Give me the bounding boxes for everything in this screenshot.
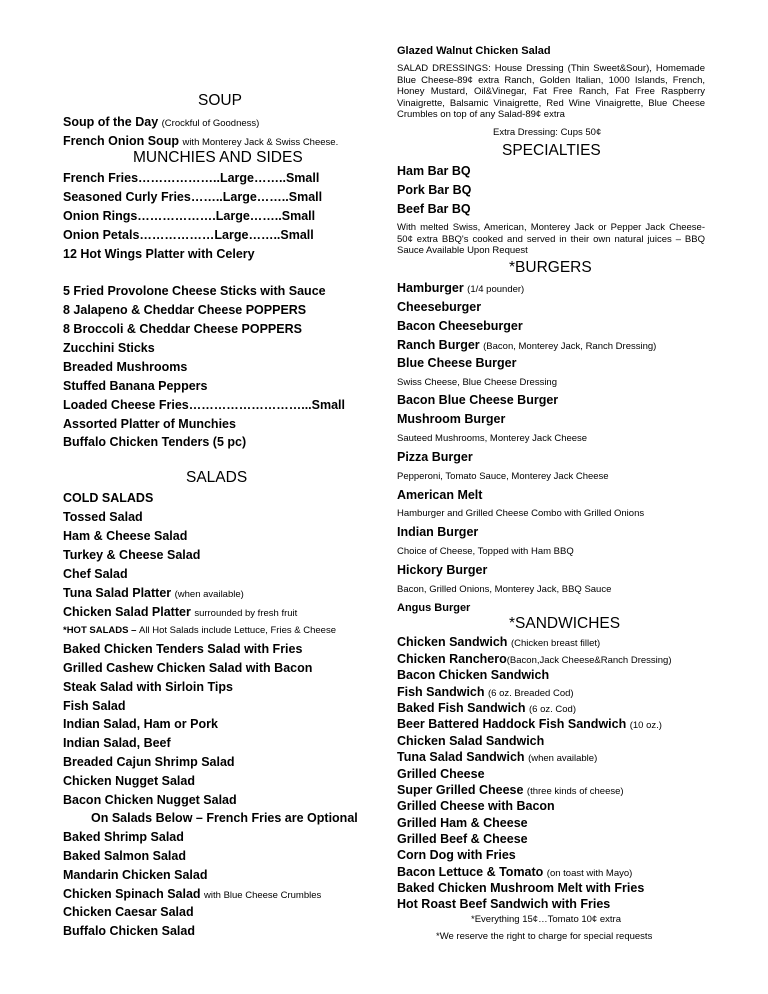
- menu-item: Beef Bar BQ: [397, 202, 471, 216]
- menu-item: French Onion Soup with Monterey Jack & Swiss Cheese.: [63, 134, 339, 148]
- menu-item: Chicken Salad Platter surrounded by fresh fruit: [63, 605, 298, 619]
- menu-item: Chicken Salad Sandwich: [397, 734, 545, 748]
- menu-item: Turkey & Cheese Salad: [63, 548, 201, 562]
- menu-item: Grilled Beef & Cheese: [397, 832, 528, 846]
- menu-item: Bacon Cheeseburger: [397, 319, 523, 333]
- menu-item: 8 Broccoli & Cheddar Cheese POPPERS: [63, 322, 302, 336]
- menu-item: Baked Chicken Mushroom Melt with Fries: [397, 881, 645, 895]
- menu-item: 5 Fried Provolone Cheese Sticks with Sauce: [63, 284, 326, 298]
- menu-item-desc: Swiss Cheese, Blue Cheese Dressing: [397, 377, 557, 388]
- menu-item: Grilled Cheese: [397, 767, 485, 781]
- menu-item: Fish Sandwich (6 oz. Breaded Cod): [397, 685, 574, 699]
- menu-item: Baked Salmon Salad: [63, 849, 186, 863]
- menu-item: 12 Hot Wings Platter with Celery: [63, 247, 255, 261]
- extra-dressing: Extra Dressing: Cups 50¢: [493, 127, 602, 138]
- menu-item: Chicken Caesar Salad: [63, 905, 194, 919]
- menu-item: Beer Battered Haddock Fish Sandwich (10 oz.): [397, 717, 662, 731]
- menu-item: Onion Petals………………Large……..Small: [63, 228, 314, 242]
- menu-item: Bacon Blue Cheese Burger: [397, 393, 559, 407]
- menu-item: *HOT SALADS – All Hot Salads include Lettuce, Fries & Cheese: [63, 625, 336, 636]
- salads-heading: SALADS: [186, 469, 248, 486]
- menu-item-desc: Bacon, Grilled Onions, Monterey Jack, BBQ Sauce: [397, 584, 612, 595]
- menu-item: Grilled Cheese with Bacon: [397, 799, 555, 813]
- menu-item: Hamburger (1/4 pounder): [397, 281, 525, 295]
- menu-item: American Melt: [397, 488, 483, 502]
- menu-item: Indian Salad, Beef: [63, 736, 171, 750]
- menu-item: Bacon Lettuce & Tomato (on toast with Mayo): [397, 865, 633, 879]
- menu-item: Chef Salad: [63, 567, 128, 581]
- menu-item: Chicken Nugget Salad: [63, 774, 195, 788]
- menu-item: Grilled Cashew Chicken Salad with Bacon: [63, 661, 313, 675]
- menu-item: Stuffed Banana Peppers: [63, 379, 208, 393]
- menu-item: Baked Fish Sandwich (6 oz. Cod): [397, 701, 576, 715]
- burgers-heading: *BURGERS: [509, 259, 592, 276]
- menu-item: Buffalo Chicken Salad: [63, 924, 195, 938]
- menu-item: Assorted Platter of Munchies: [63, 417, 236, 431]
- menu-item: Buffalo Chicken Tenders (5 pc): [63, 435, 247, 449]
- menu-item: Chicken Sandwich (Chicken breast fillet): [397, 635, 601, 649]
- menu-item: Tuna Salad Platter (when available): [63, 586, 244, 600]
- menu-item: Soup of the Day (Crockful of Goodness): [63, 115, 260, 129]
- menu-item: Pizza Burger: [397, 450, 473, 464]
- menu-item: Steak Salad with Sirloin Tips: [63, 680, 233, 694]
- menu-item: Tossed Salad: [63, 510, 143, 524]
- specialties-heading: SPECIALTIES: [502, 142, 601, 159]
- menu-item: Mushroom Burger: [397, 412, 506, 426]
- salad-dressings: SALAD DRESSINGS: House Dressing (Thin Sweet&Sour), Homemade Blue Cheese-89¢ extra Ranch, Golden Italian, 1000 Islands, French, Honey Mustard, Oil&Vinegar, Fat Free Ranch, Fat Free Raspberry Vinaigrette, Balsamic Vinaigrette, Red Wine Vinaigrette, Blue Cheese Crumbles on top of any Salad-89¢ extra: [397, 63, 705, 120]
- menu-item: Breaded Mushrooms: [63, 360, 188, 374]
- menu-item: French Fries………………..Large……..Small: [63, 171, 320, 185]
- menu-item: Hot Roast Beef Sandwich with Fries: [397, 897, 611, 911]
- menu-item: Onion Rings……………….Large……..Small: [63, 209, 316, 223]
- menu-item: Hickory Burger: [397, 563, 488, 577]
- menu-item: Ham Bar BQ: [397, 164, 471, 178]
- munchies-heading: MUNCHIES AND SIDES: [133, 149, 303, 166]
- menu-item: Super Grilled Cheese (three kinds of cheese): [397, 783, 624, 797]
- menu-item: Tuna Salad Sandwich (when available): [397, 750, 598, 764]
- specialties-note: With melted Swiss, American, Monterey Jack or Pepper Jack Cheese-50¢ extra BBQ's cooked and served in their own natural juices – BBQ Sauce Available Upon Request: [397, 222, 705, 256]
- glazed-walnut-salad: Glazed Walnut Chicken Salad: [397, 45, 551, 57]
- menu-item: Baked Chicken Tenders Salad with Fries: [63, 642, 303, 656]
- menu-item: Mandarin Chicken Salad: [63, 868, 208, 882]
- menu-item: Chicken Spinach Salad with Blue Cheese Crumbles: [63, 887, 322, 901]
- menu-item: Indian Burger: [397, 525, 479, 539]
- menu-item: Chicken Ranchero(Bacon,Jack Cheese&Ranch Dressing): [397, 652, 672, 666]
- salad-fries-note: On Salads Below – French Fries are Optional: [91, 811, 358, 825]
- menu-item-desc: Hamburger and Grilled Cheese Combo with Grilled Onions: [397, 508, 645, 519]
- menu-item: Indian Salad, Ham or Pork: [63, 717, 218, 731]
- soup-heading: SOUP: [198, 92, 242, 109]
- menu-item: Ranch Burger (Bacon, Monterey Jack, Ranch Dressing): [397, 338, 657, 352]
- menu-item: Breaded Cajun Shrimp Salad: [63, 755, 235, 769]
- menu-item: Seasoned Curly Fries……..Large……..Small: [63, 190, 323, 204]
- menu-item: COLD SALADS: [63, 491, 154, 505]
- sandwich-footnote-1: *Everything 15¢…Tomato 10¢ extra: [471, 914, 621, 925]
- menu-item: Zucchini Sticks: [63, 341, 155, 355]
- menu-item-desc: Pepperoni, Tomato Sauce, Monterey Jack Cheese: [397, 471, 609, 482]
- menu-item: Ham & Cheese Salad: [63, 529, 188, 543]
- menu-item: Loaded Cheese Fries………………………...Small: [63, 398, 346, 412]
- menu-item: Pork Bar BQ: [397, 183, 472, 197]
- menu-item: Bacon Chicken Nugget Salad: [63, 793, 237, 807]
- menu-item-desc: Sauteed Mushrooms, Monterey Jack Cheese: [397, 433, 588, 444]
- menu-item: Grilled Ham & Cheese: [397, 816, 528, 830]
- menu-item: Cheeseburger: [397, 300, 482, 314]
- sandwich-footnote-2: *We reserve the right to charge for special requests: [436, 931, 653, 942]
- menu-item: Corn Dog with Fries: [397, 848, 516, 862]
- menu-item-desc: Choice of Cheese, Topped with Ham BBQ: [397, 546, 574, 557]
- menu-item: Bacon Chicken Sandwich: [397, 668, 550, 682]
- menu-item: Angus Burger: [397, 602, 471, 614]
- menu-item: Fish Salad: [63, 699, 126, 713]
- menu-item: Baked Shrimp Salad: [63, 830, 184, 844]
- menu-item: 8 Jalapeno & Cheddar Cheese POPPERS: [63, 303, 307, 317]
- menu-item: Blue Cheese Burger: [397, 356, 517, 370]
- sandwiches-heading: *SANDWICHES: [509, 615, 621, 632]
